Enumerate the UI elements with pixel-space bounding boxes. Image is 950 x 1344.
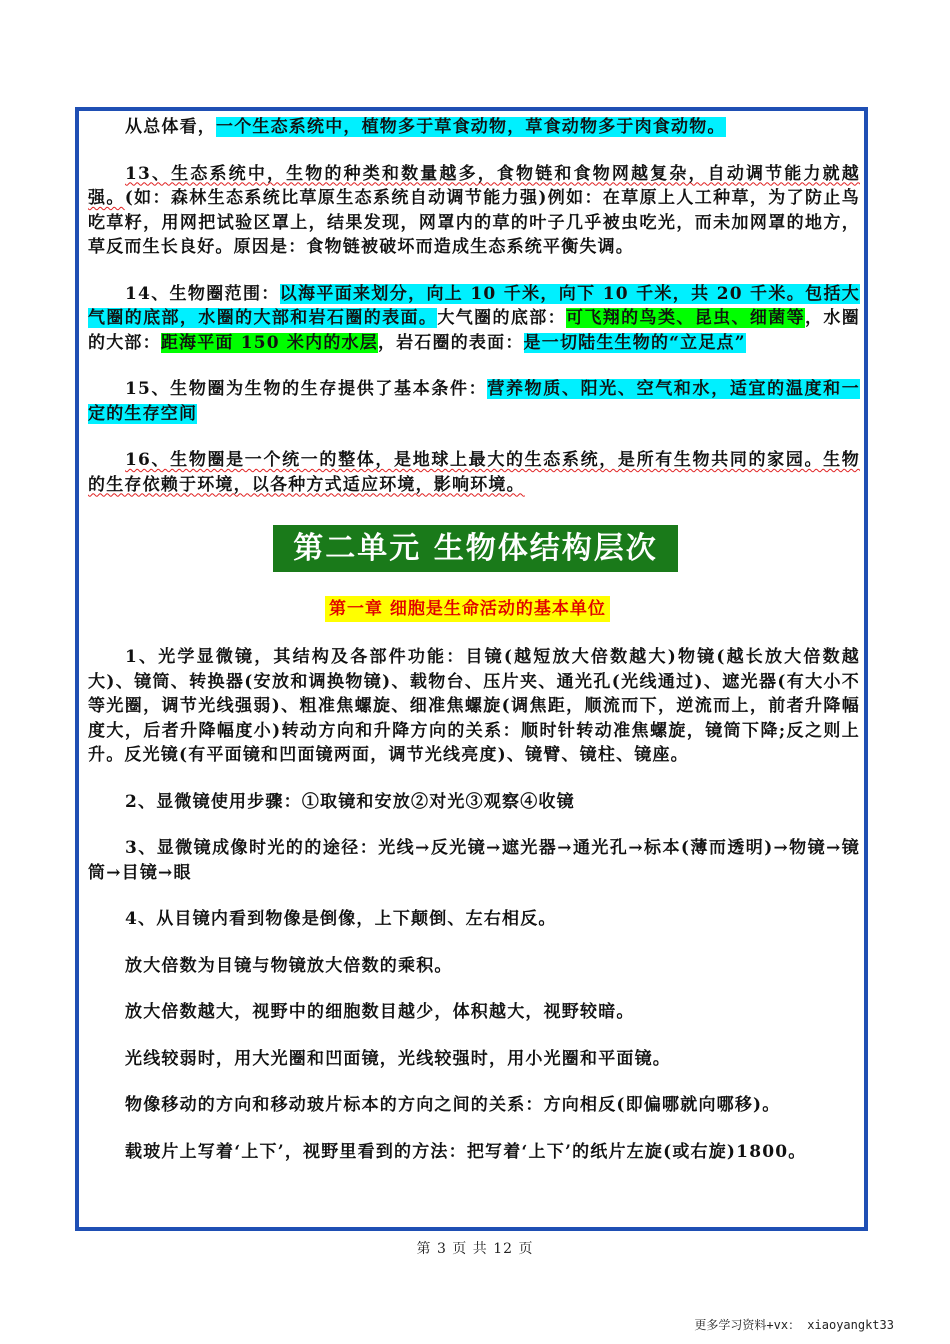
p14-label: 14、生物圈范围： [125,283,280,304]
p14-atmosphere-highlight: 可飞翔的鸟类、昆虫、细菌等 [566,308,806,328]
p15-label: 15、生物圈为生物的生存提供了基本条件： [125,379,488,399]
unit-title: 第二单元 生物体结构层次 [273,525,678,572]
p15-highlight: 营养物质、阳光、空气和水，适宜的温度和一定的生存空间 [88,379,860,424]
item-4-inverted-image: 4、从目镜内看到物像是倒像，上下颠倒、左右相反。 [125,909,557,929]
p14-hydrosphere-label: ，水圈的大部： [88,308,860,353]
paragraph-14 [88,282,860,356]
summary-lead: 从总体看， [125,117,216,137]
p14-atmosphere-label: 大气圈的底部： [437,308,567,328]
p13-rest: (如：森林生态系统比草原生态系统自动调节能力强)例如：在草原上人工种草，为了防止鸟吃草籽，用网把试验区罩上，结果发现，网罩内的草的叶子几乎被虫吃光，而未加网罩的地方，草反而生长良好。原因是：食物链被破坏而造成生态系统平衡失调。 [88,188,860,257]
statement-magnification: 放大倍数为目镜与物镜放大倍数的乘积。 [125,955,453,976]
summary-highlight: 一个生态系统中，植物多于草食动物，草食动物多于肉食动物。 [216,117,726,137]
statement-light-adjust: 光线较弱时，用大光圈和凹面镜，光线较强时，用小光圈和平面镜。 [125,1048,671,1069]
item-1-microscope-structure: 1、光学显微镜，其结构及各部件功能：目镜(越短放大倍数越大)物镜(越长放大倍数越大)、镜筒、转换器(安放和调换物镜)、载物台、压片夹、通光孔(光线通过)、遮光器(有大小不等光圈，调节光线强弱)、粗准焦螺旋、细准焦螺旋(调焦距，顺流而下，逆流而上，前者升降幅度大，后者升降幅度小)转动方向和升降方向的关系：顺时针转动准焦螺旋，镜筒下降;反之则上升。反光镜(有平面镜和凹面镜两面，调节光线亮度)、镜臂、镜柱、镜座。 [88,647,860,765]
statement-field-of-view: 放大倍数越大，视野中的细胞数目越少，体积越大，视野较暗。 [125,1002,635,1022]
paragraph-15 [88,377,860,426]
item-3-light-path: 3、显微镜成像时光的的途径：光线→反光镜→遮光器→通光孔→标本(薄而透明)→物镜→镜筒→目镜→眼 [88,838,860,883]
paragraph-13 [88,162,860,260]
statement-slide-text: 载玻片上写着‘上下’，视野里看到的方法：把写着‘上下’的纸片左旋(或右旋)1800。 [125,1141,807,1162]
chapter-content [88,645,860,1164]
contact-note: 更多学习资料+vx： xiaoyangkt33 [694,1318,894,1332]
p14-range-highlight: 以海平面来划分，向上 10 千米，向下 10 千米，共 20 千米。包括大气圈的底部，水圈的大部和岩石圈的表面。 [88,283,860,328]
page-content [88,110,860,497]
chapter-title: 第一章 细胞是生命活动的基本单位 [325,596,610,622]
page-number-footer: 第 3 页 共 12 页 [416,1241,534,1257]
paragraph-summary [88,115,860,140]
p14-lithosphere-highlight: 是一切陆生生物的“立足点” [523,332,746,353]
item-2-usage-steps: 2、显微镜使用步骤：①取镜和安放②对光③观察④收镜 [125,791,575,812]
p14-lithosphere-label: ，岩石圈的表面： [377,332,524,353]
p13-key-sentence: 13、生态系统中，生物的种类和数量越多，食物链和食物网越复杂，自动调节能力就越强。 [88,163,860,208]
paragraph-16: 16、生物圈是一个统一的整体，是地球上最大的生态系统，是所有生物共同的家园。生物的生存依赖于环境，以各种方式适应环境，影响环境。 [88,450,860,495]
statement-movement: 物像移动的方向和移动玻片标本的方向之间的关系：方向相反(即偏哪就向哪移)。 [125,1095,781,1115]
p14-hydrosphere-highlight: 距海平面 150 米内的水层 [160,332,378,353]
